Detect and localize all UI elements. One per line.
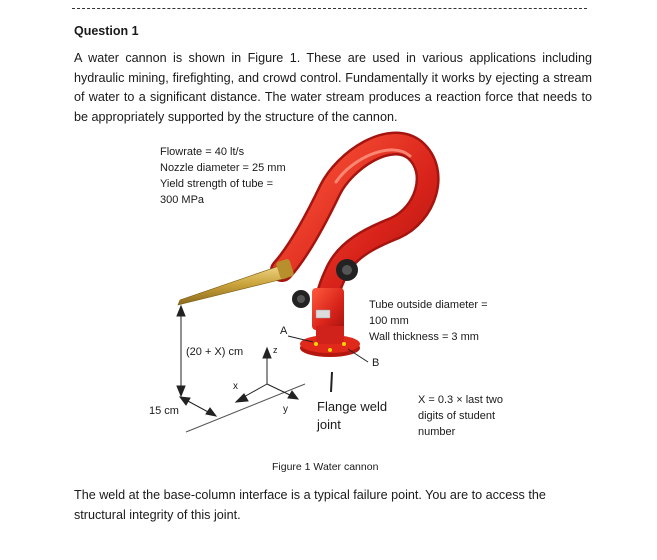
- label-axis-z: z: [273, 345, 278, 355]
- closing-paragraph: The weld at the base-column interface is a typical failure point. You are to access the structural integrity of this joint.: [74, 488, 546, 522]
- x-note-line3: number: [418, 426, 456, 438]
- x-note-line2: digits of student: [418, 410, 496, 422]
- flange-weld-label: [317, 398, 387, 434]
- leader-flange: [331, 372, 332, 392]
- spec-flowrate: Flowrate = 40 lt/s: [160, 146, 245, 158]
- flange-weld-line1: Flange weld: [317, 399, 388, 414]
- label-axis-x: x: [233, 381, 238, 392]
- tube-wall-thickness: Wall thickness = 3 mm: [369, 331, 479, 343]
- offset-dimension: [186, 400, 210, 413]
- tube-specs: [369, 297, 488, 345]
- x-definition: [418, 392, 503, 440]
- spec-yield-value: 300 MPa: [160, 194, 205, 206]
- cannon-tube: [282, 144, 428, 310]
- intro-paragraph: A water cannon is shown in Figure 1. These are used in various applications including hydraulic mining, firefighting, and crowd control. Fundamentally it works by ejecting a stream of water to a significant distance. The water stream produces a reaction force that needs to be appropriately supported by the structure of the cannon.: [74, 51, 592, 124]
- label-axis-y: y: [283, 404, 288, 415]
- label-point-a: A: [280, 325, 288, 337]
- tube-outside-diameter: Tube outside diameter =: [369, 299, 488, 311]
- figure-caption: Figure 1 Water cannon: [272, 461, 379, 473]
- spec-list: [160, 144, 286, 208]
- label-offset: 15 cm: [149, 405, 179, 417]
- label-point-b: B: [372, 357, 380, 369]
- question-title: Question 1: [74, 24, 139, 38]
- x-axis: [242, 384, 267, 398]
- cannon-column: [312, 288, 344, 330]
- flange-weld-line2: joint: [317, 417, 341, 432]
- spec-yield: Yield strength of tube =: [160, 178, 274, 190]
- tube-outside-diameter-value: 100 mm: [369, 315, 409, 327]
- x-note-line1: X = 0.3 × last two: [418, 394, 503, 406]
- brass-nozzle: [178, 258, 294, 305]
- spec-nozzle: Nozzle diameter = 25 mm: [160, 162, 286, 174]
- label-height: (20 + X) cm: [186, 346, 244, 358]
